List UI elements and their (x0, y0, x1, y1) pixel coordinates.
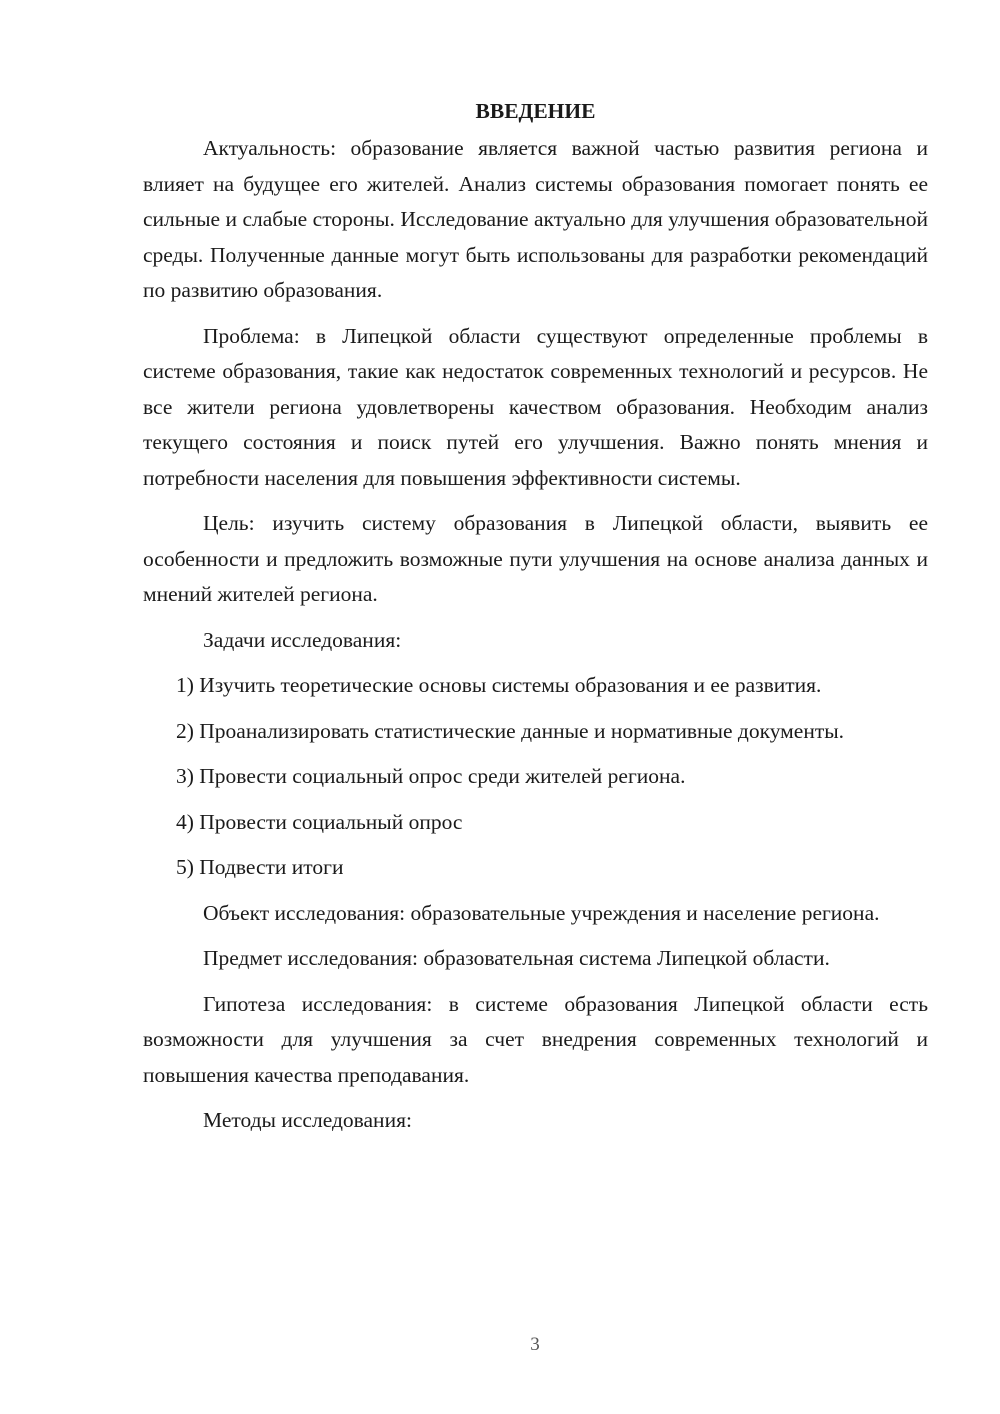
task-item-5: 5) Подвести итоги (176, 855, 344, 879)
task-item-2: 2) Проанализировать статистические данные и нормативные документы. (176, 718, 845, 743)
section-title: ВВЕДЕНИЕ (475, 99, 596, 123)
relevance-paragraph: Актуальность: образование является важной частью развития региона и влияет на будущее его жителей. Анализ системы образования помогает понять ее сильные и слабые стороны. Исследование актуально для улучшения образовательной среды. Полученные данные могут быть использованы для разработки рекомендаций по развитию образования. (143, 136, 928, 302)
subject-paragraph: Предмет исследования: образовательная система Липецкой области. (203, 946, 830, 970)
problem-paragraph: Проблема: в Липецкой области существуют определенные проблемы в системе образования, такие как недостаток современных технологий и ресурсов. Не все жители региона удовлетворены качеством образования. Необходим анализ текущего состояния и поиск путей его улучшения. Важно понять мнения и потребности населения для повышения эффективности системы. (143, 323, 928, 490)
tasks-heading: Задачи исследования: (203, 627, 402, 652)
object-paragraph: Объект исследования: образовательные учреждения и население региона. (203, 900, 880, 925)
methods-heading: Методы исследования: (203, 1108, 412, 1132)
document-page (143, 94, 928, 1149)
task-item-1: 1) Изучить теоретические основы системы образования и ее развития. (176, 673, 822, 697)
page-number: 3 (530, 1334, 540, 1355)
task-item-4: 4) Провести социальный опрос (176, 809, 463, 834)
goal-paragraph: Цель: изучить систему образования в Липецкой области, выявить ее особенности и предложить возможные пути улучшения на основе анализа данных и мнений жителей региона. (143, 511, 928, 606)
hypothesis-paragraph: Гипотеза исследования: в системе образования Липецкой области есть возможности для улучшения за счет внедрения современных технологий и повышения качества преподавания. (143, 991, 928, 1087)
task-item-3: 3) Провести социальный опрос среди жителей региона. (176, 764, 686, 788)
